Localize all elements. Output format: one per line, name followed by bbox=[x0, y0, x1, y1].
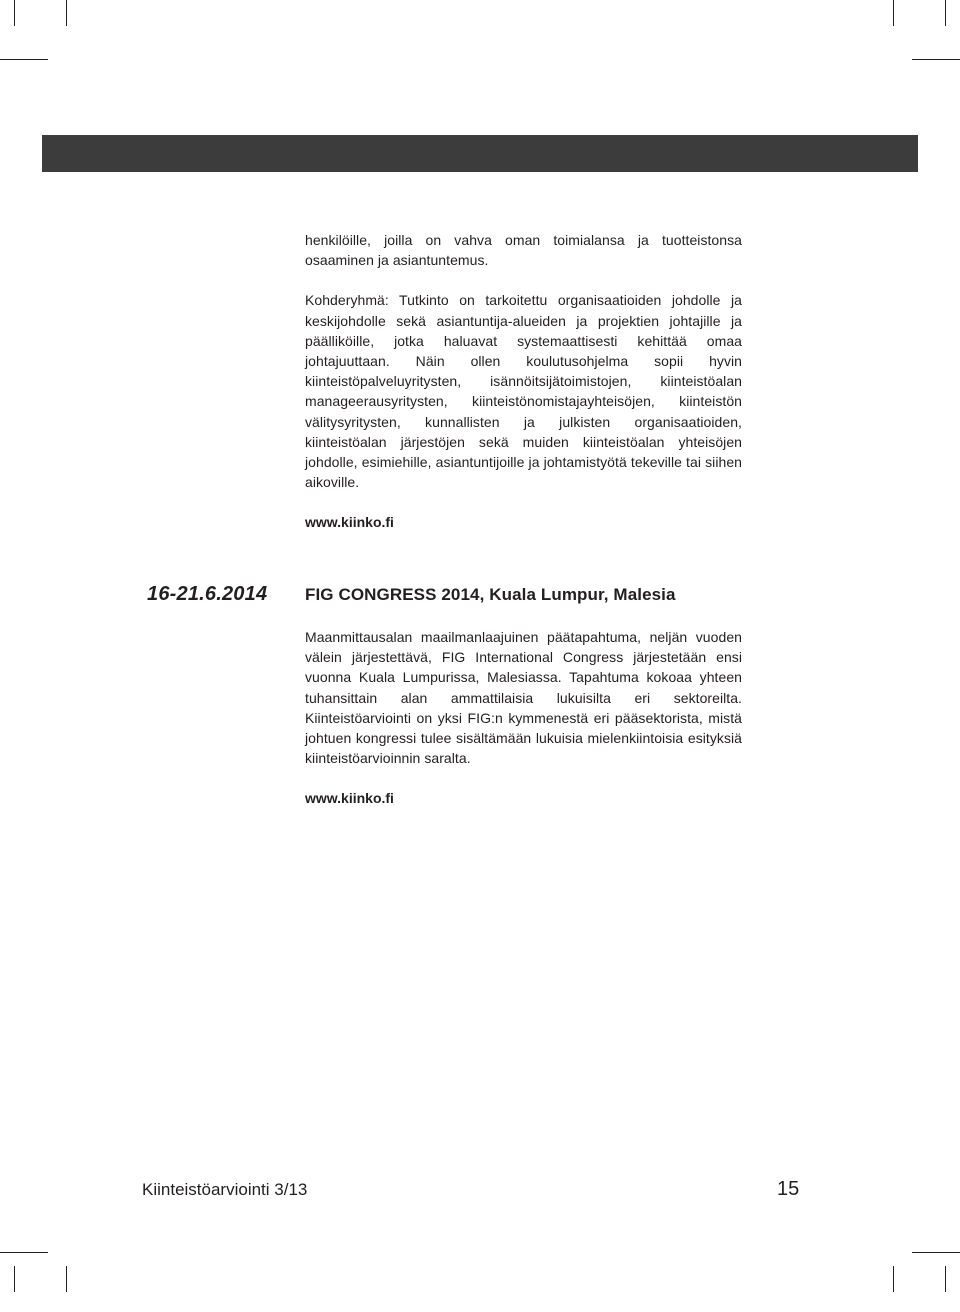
crop-mark bbox=[934, 1252, 960, 1253]
crop-mark bbox=[893, 1266, 894, 1292]
crop-mark bbox=[22, 59, 48, 60]
event-body: Maanmittausalan maailmanlaajuinen päätapahtuma, neljän vuoden välein järjestettävä, FIG International Congress järjestetään ensi vuonna Kuala Lumpurissa, Malesiassa. Tapahtuma kokoaa yhteen tuhansittain alan ammattilaisia lukuisilta eri sektoreilta. Kiinteistöarviointi on yksi FIG:n kymmenestä eri pääsektorista, mistä johtuen kongressi tulee sisältämään lukuisia mielenkiintoisia esityksiä kiinteistöarvioinnin saralta. bbox=[305, 629, 742, 767]
crop-mark bbox=[945, 0, 946, 26]
intro-section bbox=[305, 230, 742, 532]
event-date: 16-21.6.2014 bbox=[147, 583, 268, 605]
intro-continuation: henkilöille, joilla on vahva oman toimialansa ja tuotteistonsa osaaminen ja asiantuntemus. bbox=[305, 232, 742, 269]
target-group-paragraph: Kohderyhmä: Tutkinto on tarkoitettu organisaatioiden johdolle ja keskijohdolle sekä asiantuntija-alueiden ja projektien johtajille ja päälliköille, jotka haluavat systemaattisesti kehittää omaa johtajuuttaan. Näin ollen koulutusohjelma sopii hyvin kiinteistöpalveluyritysten, isännöitsijätoimistojen, kiinteistöalan manageerausyritysten, kiinteistönomistajayhteisöjen, kiinteistön välitysyritysten, kunnallisten ja julkisten organisaatioiden, kiinteistöalan järjestöjen sekä muiden kiinteistöalan yhteisöjen johdolle, esimiehille, asiantuntijoille ja johtamistyötä tekeville tai siihen aikoville. bbox=[305, 292, 742, 491]
crop-mark bbox=[14, 0, 15, 26]
crop-mark bbox=[66, 0, 67, 26]
footer-publication: Kiinteistöarviointi 3/13 bbox=[142, 1180, 308, 1199]
crop-mark bbox=[66, 1266, 67, 1292]
event-link[interactable]: www.kiinko.fi bbox=[305, 790, 394, 807]
crop-mark bbox=[945, 1266, 946, 1292]
crop-mark bbox=[893, 0, 894, 26]
header-bar bbox=[42, 135, 918, 172]
crop-mark bbox=[14, 1266, 15, 1292]
page-number: 15 bbox=[777, 1178, 800, 1200]
intro-link[interactable]: www.kiinko.fi bbox=[305, 514, 394, 531]
crop-mark bbox=[934, 59, 960, 60]
event-title: FIG CONGRESS 2014, Kuala Lumpur, Malesia bbox=[305, 585, 676, 604]
crop-mark bbox=[22, 1252, 48, 1253]
event-section bbox=[305, 627, 742, 808]
